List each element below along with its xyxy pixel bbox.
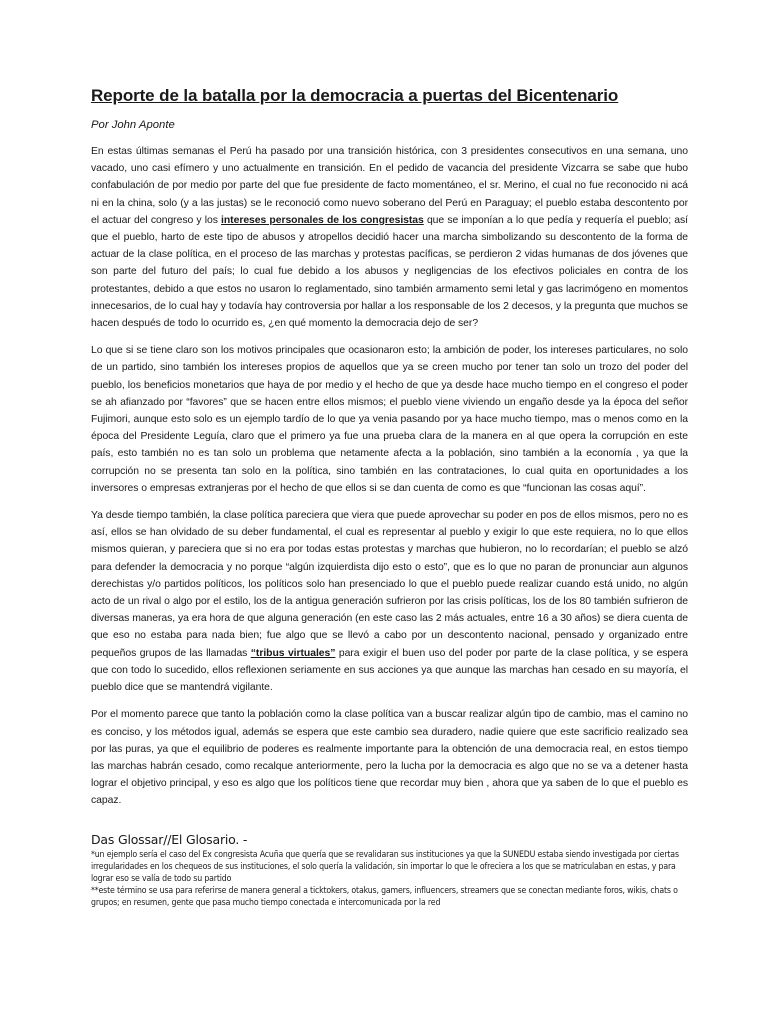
paragraph-2 <box>91 342 688 497</box>
author-byline: Por John Aponte <box>91 119 175 131</box>
paragraph-1-text-b: que se imponían a lo que pedía y requería el pueblo; así que el pueblo, harto de este tipo de abusos y atropellos decidió hacer una marcha simbolizando su descontento de la forma de actuar de la clase política, en el proceso de las marchas y protestas pacíficas, se perdieron 2 vidas humanas de dos jóvenes que son parte del futuro del país; lo cual fue debido a los abusos y negligencias de los efectivos policiales en contra de los protestantes, debido a que estos no usaron lo reglamentado, sino también armamento semi letal y gas lacrimógeno en momentos innecesarios, de lo cual hay y todavía hay controversia por hallar a los responsable de los 2 decesos, y la pregunta que muchos se hacen después de todo lo ocurrido es, ¿en qué momento la democracia dejo de ser? <box>91 214 688 330</box>
paragraph-3 <box>91 507 688 696</box>
paragraph-4 <box>91 706 688 809</box>
paragraph-2-text: Lo que si se tiene claro son los motivos principales que ocasionaron esto; la ambición de poder, los intereses particulares, no solo de un partido, sino también los intereses propios de aquellos que ya se creen mucho por tener tan solo un trozo del poder del pueblo, los beneficios monetarios que haya de por medio y el hecho de que ya desde hace mucho tiempo en el congreso el poder se ah afianzado por “favores” que se hacen entre ellos mismos; el pueblo viene viviendo un engaño desde ya la época del señor Fujimori, aunque esto solo es un ejemplo tardío de lo que ya venia pasando por ya hace mucho tiempo, mas o menos como en la época del Presidente Leguía, claro que el primero ya fue una prueba clara de la manera en al que opera la corrupción en este país, esto también no es tan solo un problema que netamente afecta a la población, sino también a la economía , ya que la corrupción no se presenta tan solo en la política, sino también en las contrataciones, lo cual quita en oportunidades a los inversores o empresas extranjeras por el hecho de que ellos si se dan cuenta de como es que “funcionan las cosas aquí”. <box>91 345 688 494</box>
glossary-title: Das Glossar//El Glosario. - <box>91 831 248 847</box>
paragraph-4-text: Por el momento parece que tanto la población como la clase política van a buscar realizar algún tipo de cambio, mas el camino no es conciso, y los métodos igual, además se espera que este cambio sea duradero, nadie quiere que este sacrificio realizado sea por las puras, ya que el equilibrio de poderes es realmente importante para la obtención de una democracia real, en estos tiempo las marchas habrán cesado, como recalque anteriormente, pero la lucha por la democracia es algo que no se va a detener hasta lograr el objetivo principal, y eso es algo que los políticos tiene que recordar muy bien , ahora que ya saben de lo que el pueblo es capaz. <box>91 709 688 807</box>
glossary-note-2: **este término se usa para referirse de manera general a ticktokers, otakus, gamers, influencers, streamers que se conectan mediante foros, wikis, chats o grupos; en resumen, gente que pasa mucho tiempo conectada e intercomunicada por la red <box>91 886 678 909</box>
highlight-tribus-virtuales: “tribus virtuales” <box>250 647 336 659</box>
paragraph-1 <box>91 143 688 332</box>
highlight-intereses-personales: intereses personales de los congresistas <box>221 214 424 226</box>
glossary-note-1: *un ejemplo sería el caso del Ex congresista Acuña que quería que se revalidaran sus instituciones ya que la SUNEDU estaba siendo investigada por ciertas irregularidades en los chequeos de sus instituciones, el solo quería la validación, sin importar lo que le ofreciera a los que se matriculaban en estas, y para lograr eso se valía de todo su partido <box>91 849 679 884</box>
glossary-section <box>91 832 688 910</box>
paragraph-3-text-a: Ya desde tiempo también, la clase política pareciera que viera que puede aprovechar su poder en pos de ellos mismos, pero no es así, ellos se han olvidado de su deber fundamental, el cual es representar al pueblo y exigir lo que este requiera, no lo que ellos mismos quieran, y pareciera que si no era por todas estas protestas y marchas que hubieron, no lo recordarían; el pueblo se alzó para defender la democracia y no porque “algún izquierdista dijo esto o esto”, que es lo que no paran de pronunciar aun algunos derechistas y/o partidos políticos, los políticos solo han presenciado lo que el pueblo puede realizar cuando está unido, no algún acto de un rival o algo por el estilo, los de la antigua generación sufrieron por las crisis políticas, los de los 80 también sufrieron de diversas maneras, ya era hora de que alguna generación (en este caso las 2 más actuales, entre 16 a 30 años) se diera cuenta de que eso no estaba para nada bien; fue algo que se llevó a cabo por un descontento nacional, pensado y organizado entre pequeños grupos de las llamadas <box>91 510 688 659</box>
paragraph-3-text-b: para exigir el buen uso del poder por parte de la clase política, y se espera que con todo lo sucedido, ellos reflexionen seriamente en sus acciones ya que aunque las marchas han cesado en su mayoría, el pueblo dice que se mantendrá vigilante. <box>91 647 688 694</box>
article-title: Reporte de la batalla por la democracia a puertas del Bicentenario <box>91 86 619 105</box>
paragraph-1-text-a: En estas últimas semanas el Perú ha pasado por una transición histórica, con 3 presidentes consecutivos en una semana, uno vacado, uno casi efímero y uno actualmente en transición. En el pedido de vacancia del presidente Vizcarra se sabe que hubo confabulación de por medio por parte del que fue presidente de facto momentáneo, el sr. Merino, el cual no fue reconocido ni acá ni en la china, solo (y a las justas) se le reconoció como nuevo soberano del Perú en Paraguay; el pueblo estaba descontento por el actuar del congreso y los <box>91 146 688 226</box>
